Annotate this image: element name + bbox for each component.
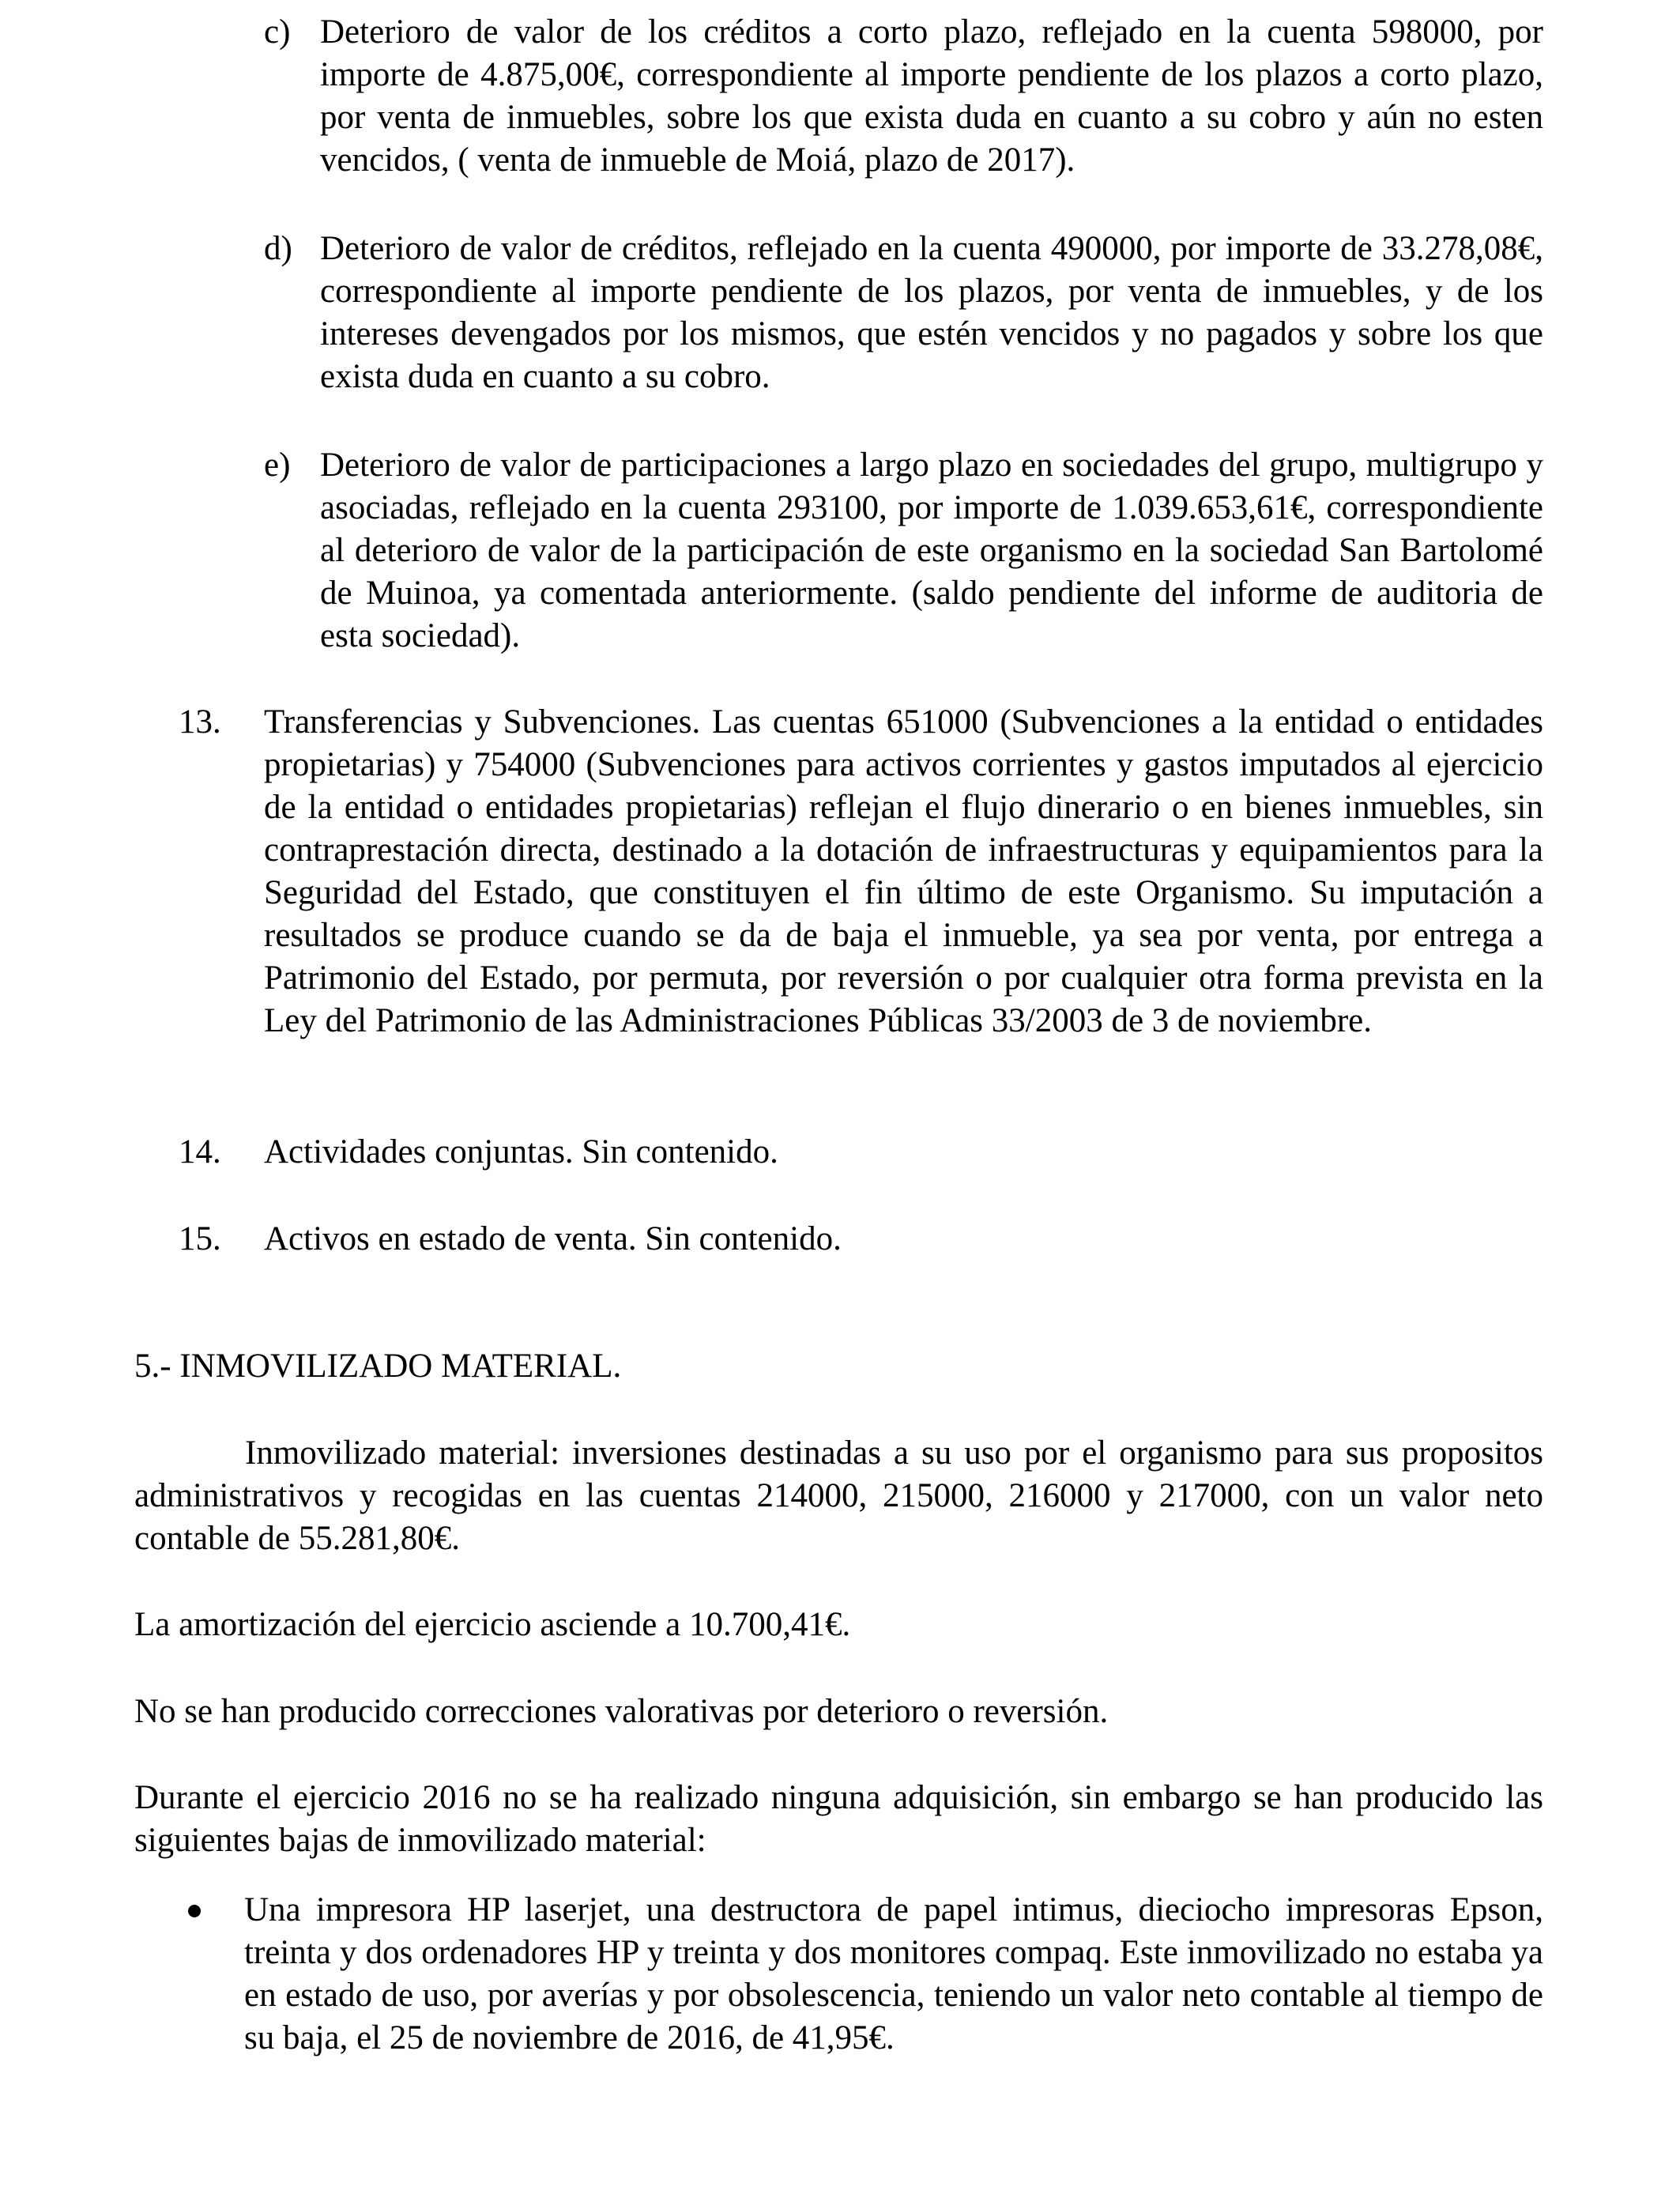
acquisitions-paragraph: Durante el ejercicio 2016 no se ha realizado ninguna adquisición, sin embargo se han producido las siguientes bajas de inmovilizado material:: [134, 1779, 1543, 1859]
list-item-13: Transferencias y Subvenciones. Las cuentas 651000 (Subvenciones a la entidad o entidades propietarias) y 754000 (Subvenciones para activos corrientes y gastos imputados al ejercicio de la entidad o entidades propietarias) reflejan el flujo dinerario o en bienes inmuebles, sin contraprestación directa, destinado a la dotación de infraestructuras y equipamientos para la Seguridad del Estado, que constituyen el fin último de este Organismo. Su imputación a resultados se produce cuando se da de baja el inmueble, ya sea por venta, por entrega a Patrimonio del Estado, por permuta, por reversión o por cualquier otra forma prevista en la Ley del Patrimonio de las Administraciones Públicas 33/2003 de 3 de noviembre.: [264, 703, 1543, 1039]
list-marker-13: 13.: [179, 703, 221, 741]
list-marker-15: 15.: [179, 1220, 221, 1257]
list-item-d: Deterioro de valor de créditos, reflejado en la cuenta 490000, por importe de 33.278,08€, correspondiente al importe pendiente de los plazos, por venta de inmuebles, y de los intereses devengados por los mismos, que estén vencidos y no pagados y sobre los que exista duda en cuanto a su cobro.: [320, 230, 1543, 395]
section-heading: 5.- INMOVILIZADO MATERIAL.: [134, 1348, 622, 1385]
list-marker-e: e): [264, 447, 291, 484]
list-marker-d: d): [264, 230, 292, 267]
list-item-e: Deterioro de valor de participaciones a largo plazo en sociedades del grupo, multigrupo y asociadas, reflejado en la cuenta 293100, por importe de 1.039.653,61€, correspondiente al deterioro de valor de la participación de este organismo en la sociedad San Bartolomé de Muinoa, ya comentada anteriormente. (saldo pendiente del informe de auditoria de esta sociedad).: [320, 447, 1543, 654]
bullet-item: Una impresora HP laserjet, una destructora de papel intimus, dieciocho impresoras Epson, treinta y dos ordenadores HP y treinta y dos monitores compaq. Este inmovilizado no estaba ya en estado de uso, por averías y por obsolescencia, teniendo un valor neto contable al tiempo de su baja, el 25 de noviembre de 2016, de 41,95€.: [244, 1891, 1543, 2056]
bullet-icon: [188, 1905, 201, 1917]
list-item-14: Actividades conjuntas. Sin contenido.: [264, 1133, 778, 1171]
list-marker-c: c): [264, 13, 291, 51]
corrections-paragraph: No se han producido correcciones valorativas por deterioro o reversión.: [134, 1693, 1109, 1730]
list-marker-14: 14.: [179, 1133, 221, 1171]
amortization-paragraph: La amortización del ejercicio asciende a 10.700,41€.: [134, 1606, 851, 1643]
list-item-c: Deterioro de valor de los créditos a corto plazo, reflejado en la cuenta 598000, por importe de 4.875,00€, correspondiente al importe pendiente de los plazos a corto plazo, por venta de inmuebles, sobre los que exista duda en cuanto a su cobro y aún no esten vencidos, ( venta de inmueble de Moiá, plazo de 2017).: [320, 13, 1543, 179]
list-item-15: Activos en estado de venta. Sin contenido.: [264, 1220, 842, 1257]
intro-paragraph: Inmovilizado material: inversiones destinadas a su uso por el organismo para sus propositos administrativos y recogidas en las cuentas 214000, 215000, 216000 y 217000, con un valor neto contable de 55.281,80€.: [134, 1434, 1543, 1557]
